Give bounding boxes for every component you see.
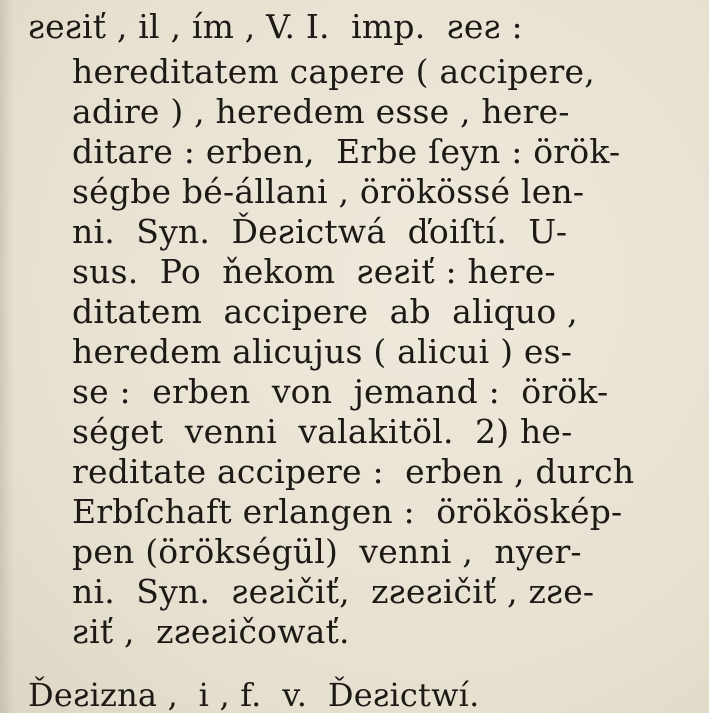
entry-line: ditare : erben, Erbe ſeyn : örök- (72, 132, 621, 171)
entry-line: adire ) , heredem esse , here- (72, 92, 570, 131)
entry-line: ƨiť , zƨeƨičowať. (72, 612, 350, 651)
next-entry-line: Ďeƨizna , i , f. v. Ďeƨictwí. (28, 676, 480, 713)
entry-line: se : erben von jemand : örök- (72, 372, 609, 411)
entry-line: ƨeƨiť , il , ím , V. I. imp. ƨeƨ : (28, 7, 523, 46)
entry-line: hereditatem capere ( accipere, (72, 52, 595, 91)
entry-line: ségbe bé-állani , örökössé len- (72, 172, 585, 211)
entry-line: séget venni valakitöl. 2) he- (72, 412, 573, 451)
entry-line: pen (örökségül) venni , nyer- (72, 532, 582, 571)
entry-line: sus. Po ňekom ƨeƨiť : here- (72, 252, 556, 291)
entry-line: heredem alicujus ( alicui ) es- (72, 332, 573, 371)
entry-line: Erbſchaft erlangen : örököskép- (72, 492, 623, 531)
entry-line: ditatem accipere ab aliquo , (72, 292, 578, 331)
entry-line: ni. Syn. ƨeƨičiť, zƨeƨičiť , zƨe- (72, 572, 595, 611)
entry-line: reditate accipere : erben , durch (72, 452, 635, 491)
entry-line: ni. Syn. Ďeƨictwá ďoiſtí. U- (72, 212, 568, 251)
